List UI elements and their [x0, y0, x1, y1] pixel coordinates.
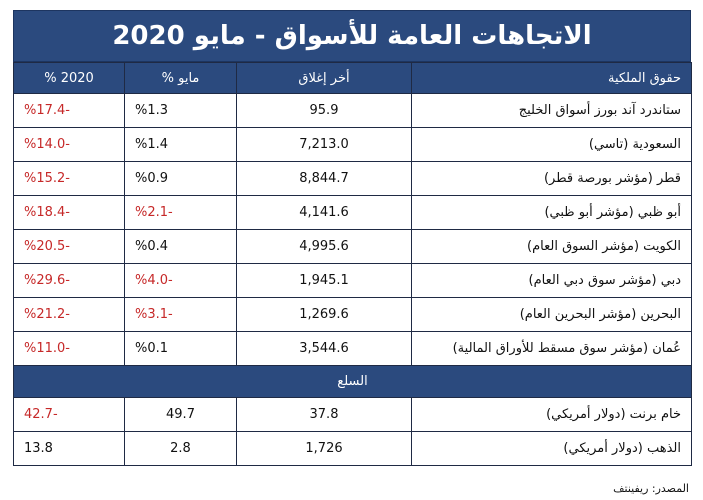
table-row [14, 398, 692, 432]
row-may: %1.3 [125, 94, 237, 128]
source-note: المصدر: ريفينتف [613, 482, 689, 495]
row-2020: %21.2- [14, 298, 125, 332]
market-trends-table [13, 10, 691, 466]
header-name: حقوق الملكية [412, 63, 692, 94]
row-name: قطر (مؤشر بورصة قطر) [412, 162, 692, 196]
row-2020: %20.5- [14, 230, 125, 264]
row-2020: %18.4- [14, 196, 125, 230]
table-row [14, 196, 692, 230]
commodities-label: السلع [14, 366, 692, 398]
row-name: أبو ظبي (مؤشر أبو ظبي) [412, 196, 692, 230]
table-row [14, 264, 692, 298]
row-2020: 13.8 [14, 432, 125, 466]
header-close: أخر إغلاق [237, 63, 412, 94]
row-close: 4,995.6 [237, 230, 412, 264]
row-may: %1.4 [125, 128, 237, 162]
row-close: 1,269.6 [237, 298, 412, 332]
header-row [14, 63, 692, 94]
row-name: خام برنت (دولار أمريكي) [412, 398, 692, 432]
row-may: 2.8 [125, 432, 237, 466]
row-may: %0.4 [125, 230, 237, 264]
row-2020: %29.6- [14, 264, 125, 298]
row-name: السعودية (تاسي) [412, 128, 692, 162]
row-close: 8,844.7 [237, 162, 412, 196]
row-close: 3,544.6 [237, 332, 412, 366]
row-may: %0.9 [125, 162, 237, 196]
row-may: %0.1 [125, 332, 237, 366]
row-2020: %17.4- [14, 94, 125, 128]
row-name: دبي (مؤشر سوق دبي العام) [412, 264, 692, 298]
table-row [14, 298, 692, 332]
row-2020: %15.2- [14, 162, 125, 196]
row-may: %2.1- [125, 196, 237, 230]
table-title: الاتجاهات العامة للأسواق - مايو 2020 [112, 21, 592, 51]
row-close: 7,213.0 [237, 128, 412, 162]
row-close: 37.8 [237, 398, 412, 432]
header-2020: 2020 % [14, 63, 125, 94]
row-2020: 42.7- [14, 398, 125, 432]
data-table [13, 62, 692, 466]
row-2020: %11.0- [14, 332, 125, 366]
row-name: ستاندرد آند بورز أسواق الخليج [412, 94, 692, 128]
row-name: الذهب (دولار أمريكي) [412, 432, 692, 466]
commodities-section-row [14, 366, 692, 398]
row-may: 49.7 [125, 398, 237, 432]
table-row [14, 432, 692, 466]
row-may: %4.0- [125, 264, 237, 298]
row-name: البحرين (مؤشر البحرين العام) [412, 298, 692, 332]
table-row [14, 230, 692, 264]
table-row [14, 332, 692, 366]
row-close: 1,726 [237, 432, 412, 466]
table-title-bar [13, 10, 691, 62]
row-close: 4,141.6 [237, 196, 412, 230]
row-name: الكويت (مؤشر السوق العام) [412, 230, 692, 264]
header-may: مايو % [125, 63, 237, 94]
table-row [14, 162, 692, 196]
table-row [14, 94, 692, 128]
row-2020: %14.0- [14, 128, 125, 162]
row-close: 95.9 [237, 94, 412, 128]
row-may: %3.1- [125, 298, 237, 332]
row-close: 1,945.1 [237, 264, 412, 298]
row-name: عُمان (مؤشر سوق مسقط للأوراق المالية) [412, 332, 692, 366]
table-row [14, 128, 692, 162]
